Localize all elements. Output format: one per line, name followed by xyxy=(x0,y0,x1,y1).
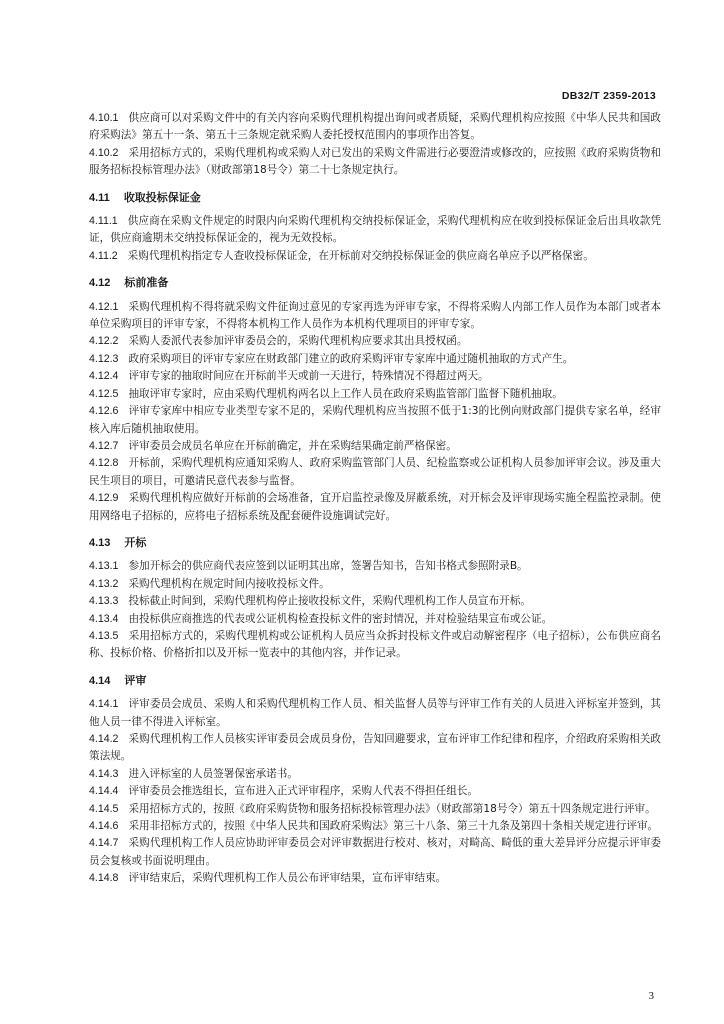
clause-4-12-4: 4.12.4 评审专家的抽取时间应在开标前半天或前一天进行，特殊情况不得超过两天。 xyxy=(89,370,489,383)
clause-4-12-5: 4.12.5 抽取评审专家时，应由采购代理机构两名以上工作人员在政府采购监管部门监督下随机抽取。 xyxy=(89,387,563,400)
clause-4-12-1: 4.12.1 采购代理机构不得将就采购文件征询过意见的专家再选为评审专家，不得将采购人内部工作人员作为本部门或者本单位采购项目的评审专家，不得将本机构工作人员作为本机构代理项目的评审专家。 xyxy=(89,300,661,331)
section-heading-4-11: 4.11 收取投标保证金 xyxy=(89,190,201,204)
clause-4-14-1: 4.14.1 评审委员会成员、采购人和采购代理机构工作人员、相关监督人员等与评审工作有关的人员进入评标室并签到，其他人员一律不得进入评标室。 xyxy=(89,698,661,728)
clause-4-12-7: 4.12.7 评审委员会成员名单应在开标前确定，并在采购结果确定前严格保密。 xyxy=(89,439,457,452)
section-heading-4-14: 4.14 评审 xyxy=(89,673,147,687)
clause-4-14-7: 4.14.7 采购代理机构工作人员应协助评审委员会对评审数据进行校对、核对，对畸高、畸低的重大差异评分应提示评审委员会复核或书面说明理由。 xyxy=(89,837,661,867)
clause-4-12-6: 4.12.6 评审专家库中相应专业类型专家不足的，采购代理机构应当按照不低于1:3的比例向财政部门提供专家名单，经审核入库后随机抽取使用。 xyxy=(89,405,661,435)
clause-4-13-5: 4.13.5 采用招标方式的，采购代理机构或公证机构人员应当众拆封投标文件或启动解密程序（电子招标），公布供应商名称、投标价格、价格折扣以及开标一览表中的其他内容，并作记录。 xyxy=(89,629,661,660)
clause-4-12-2: 4.12.2 采购人委派代表参加评审委员会的，采购代理机构应要求其出具授权函。 xyxy=(89,335,468,348)
clause-4-14-4: 4.14.4 评审委员会推选组长，宣布进入正式评审程序，采购人代表不得担任组长。 xyxy=(89,785,479,798)
clause-4-10-1: 4.10.1 供应商可以对采购文件中的有关内容向采购代理机构提出询问或者质疑，采购代理机构应按照《中华人民共和国政府采购法》第五十一条、第五十三条规定就采购人委托授权范围内的事项作出答复。 xyxy=(89,112,661,142)
clause-4-11-2: 4.11.2 采购代理机构指定专人查收投标保证金，在开标前对交纳投标保证金的供应商名单应予以严格保密。 xyxy=(89,249,594,262)
clause-4-13-2: 4.13.2 采购代理机构在规定时间内接收投标文件。 xyxy=(89,577,330,590)
clause-4-10-2: 4.10.2 采用招标方式的，采购代理机构或采购人对已发出的采购文件需进行必要澄清或修改的，应按照《政府采购货物和服务招标投标管理办法》（财政部第18号令）第二十七条规定执行。 xyxy=(89,146,661,177)
section-4-10-paragraphs xyxy=(89,110,661,180)
clause-4-12-3: 4.12.3 政府采购项目的评审专家应在财政部门建立的政府采购评审专家库中通过随机抽取的方式产生。 xyxy=(89,352,574,365)
clause-4-13-4: 4.13.4 由投标供应商推选的代表或公证机构检查投标文件的密封情况，并对检验结果宣布或公证。 xyxy=(89,612,553,625)
section-4-13-paragraphs xyxy=(89,558,661,662)
clause-4-13-1: 4.13.1 参加开标会的供应商代表应签到以证明其出席，签署告知书，告知书格式参照附录B。 xyxy=(89,560,528,573)
clause-4-14-3: 4.14.3 进入评标室的人员签署保密承诺书。 xyxy=(89,767,298,780)
section-4-14-paragraphs xyxy=(89,696,661,887)
section-4-12-paragraphs xyxy=(89,299,661,525)
clause-4-14-8: 4.14.8 评审结束后，采购代理机构工作人员公布评审结果，宣布评审结束。 xyxy=(89,872,447,885)
section-heading-4-13: 4.13 开标 xyxy=(89,535,147,549)
section-heading-4-12: 4.12 标前准备 xyxy=(89,276,169,290)
page-number: 3 xyxy=(648,990,654,1002)
section-4-11-paragraphs xyxy=(89,213,661,265)
clause-4-12-9: 4.12.9 采购代理机构应做好开标前的会场准备，宜开启监控录像及屏蔽系统，对开标会及评审现场实施全程监控录制。使用网络电子招标的，应将电子招标系统及配套硬件设施调试完好。 xyxy=(89,492,661,522)
clause-4-14-5: 4.14.5 采用招标方式的，按照《政府采购货物和服务招标投标管理办法》（财政部第18号令）第五十四条规定进行评审。 xyxy=(89,802,656,815)
standard-code: DB32/T 2359-2013 xyxy=(561,90,656,102)
clause-4-14-2: 4.14.2 采购代理机构工作人员核实评审委员会成员身份，告知回避要求，宣布评审工作纪律和程序，介绍政府采购相关政策法规。 xyxy=(89,733,661,763)
clause-4-11-1: 4.11.1 供应商在采购文件规定的时限内向采购代理机构交纳投标保证金，采购代理机构应在收到投标保证金后出具收款凭证，供应商逾期未交纳投标保证金的，视为无效投标。 xyxy=(89,215,661,245)
document-body xyxy=(89,110,661,888)
clause-4-12-8: 4.12.8 开标前，采购代理机构应通知采购人、政府采购监管部门人员、纪检监察或公证机构人员参加评审会议。涉及重大民生项目的项目，可邀请民意代表参与监督。 xyxy=(89,457,661,487)
clause-4-14-6: 4.14.6 采用非招标方式的，按照《中华人民共和国政府采购法》第三十八条、第三十九条及第四十条相关规定进行评审。 xyxy=(89,820,659,833)
clause-4-13-3: 4.13.3 投标截止时间到，采购代理机构停止接收投标文件，采购代理机构工作人员宣布开标。 xyxy=(89,595,532,608)
